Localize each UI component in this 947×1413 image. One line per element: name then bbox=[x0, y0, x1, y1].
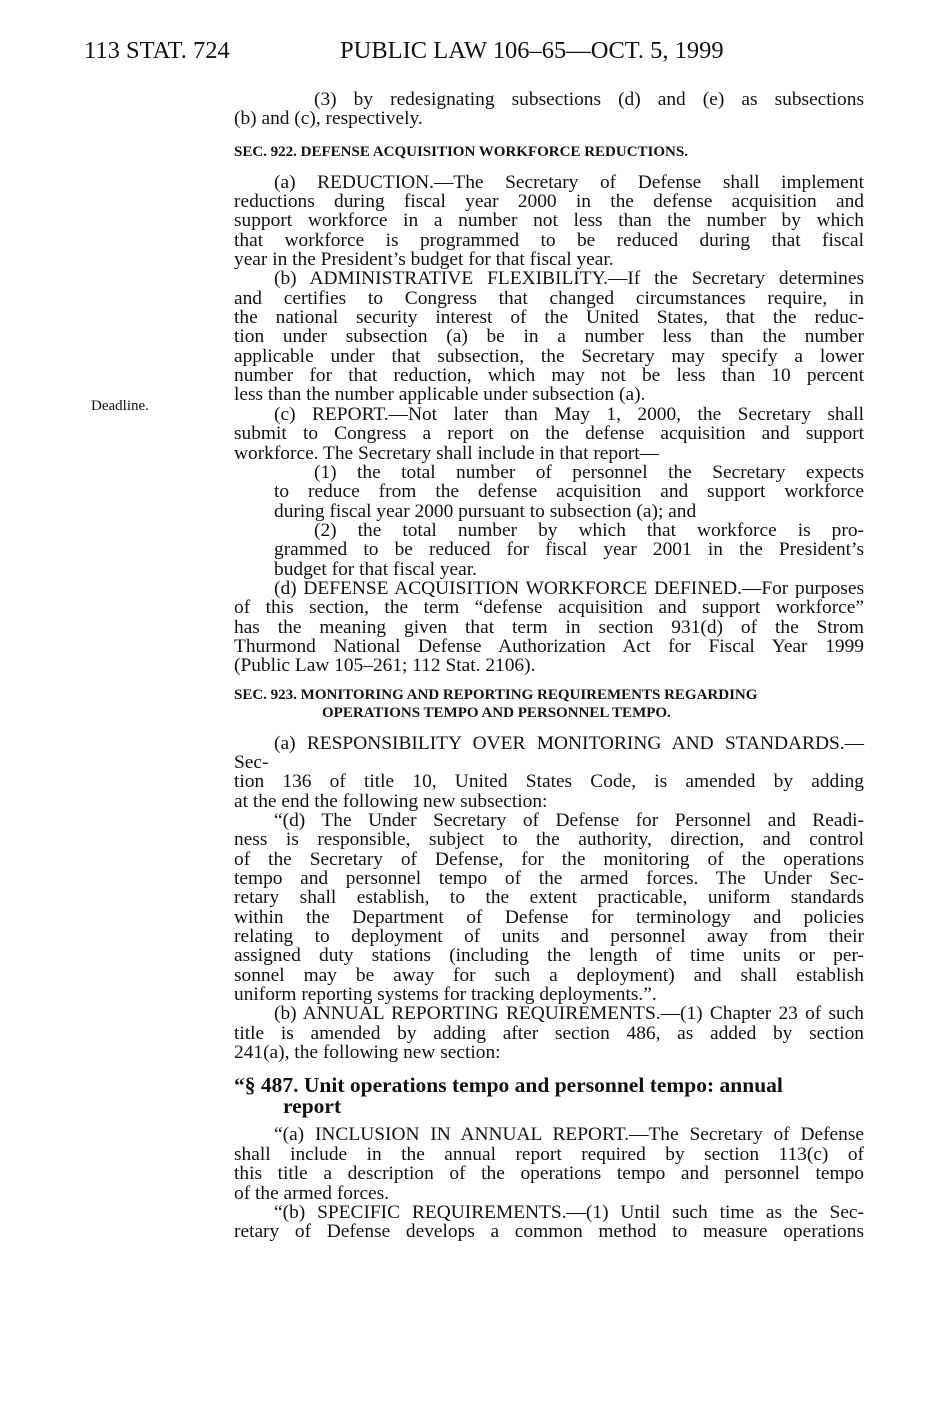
public-law-citation: PUBLIC LAW 106–65—OCT. 5, 1999 bbox=[340, 37, 724, 64]
section-923-heading bbox=[234, 686, 864, 722]
text-line: (d) DEFENSE ACQUISITION WORKFORCE DEFINED.—For purposes bbox=[274, 577, 864, 599]
text-line: (b) ANNUAL REPORTING REQUIREMENTS.—(1) Chapter 23 of such bbox=[274, 1003, 864, 1025]
text-line: (1) the total number of personnel the Secretary expects bbox=[314, 461, 864, 483]
text-line: (c) REPORT.—Not later than May 1, 2000, the Secretary shall bbox=[274, 403, 864, 425]
stat-citation: 113 STAT. 724 bbox=[84, 37, 230, 64]
section-487-subsection-b bbox=[234, 1203, 864, 1242]
text-line: the national security interest of the United States, that the reduc- bbox=[234, 307, 864, 329]
text-line: support workforce in a number not less than the number by which bbox=[234, 210, 864, 232]
sec922-subsection-c bbox=[234, 405, 864, 463]
text-line: sonnel may be away for such a deployment) and shall establish bbox=[234, 964, 864, 986]
text-line: has the meaning given that term in section 931(d) of the Strom bbox=[234, 616, 864, 638]
text-line: less than the number applicable under subsection (a). bbox=[234, 384, 646, 406]
text-line: relating to deployment of units and personnel away from their bbox=[234, 926, 864, 948]
text-line: during fiscal year 2000 pursuant to subsection (a); and bbox=[274, 500, 697, 522]
document-body bbox=[234, 90, 864, 1242]
sec922-subsection-b bbox=[234, 269, 864, 404]
text-line: grammed to be reduced for fiscal year 2001 in the President’s bbox=[274, 539, 864, 561]
text-line: “(b) SPECIFIC REQUIREMENTS.—(1) Until such time as the Sec- bbox=[274, 1201, 864, 1223]
text-line: at the end the following new subsection: bbox=[234, 790, 548, 812]
text-line: tion under subsection (a) be in a number less than the number bbox=[234, 326, 864, 348]
text-line: “(d) The Under Secretary of Defense for Personnel and Readi- bbox=[274, 810, 864, 831]
text-line: that workforce is programmed to be reduced during that fiscal bbox=[234, 229, 864, 251]
text-line: 241(a), the following new section: bbox=[234, 1042, 501, 1064]
text-line: of the Secretary of Defense, for the monitoring of the operations bbox=[234, 848, 864, 870]
sec923-subsection-a bbox=[234, 734, 864, 811]
sec923-subsection-b bbox=[234, 1004, 864, 1062]
text-line: to reduce from the defense acquisition and support workforce bbox=[274, 481, 864, 503]
text-line: reductions during fiscal year 2000 in the defense acquisition and bbox=[234, 191, 864, 213]
text-line: Thurmond National Defense Authorization Act for Fiscal Year 1999 bbox=[234, 635, 864, 657]
text-line: and certifies to Congress that changed circumstances require, in bbox=[234, 287, 864, 309]
text-line: tempo and personnel tempo of the armed forces. The Under Sec- bbox=[234, 868, 864, 890]
text-line: uniform reporting systems for tracking deployments.”. bbox=[234, 984, 657, 1006]
sec922-subsection-c-1 bbox=[234, 463, 864, 521]
text-line: (a) RESPONSIBILITY OVER MONITORING AND STANDARDS.—Sec- bbox=[234, 732, 864, 773]
sec923-quoted-subsection-d bbox=[234, 811, 864, 1004]
text-line: submit to Congress a report on the defense acquisition and support bbox=[234, 423, 864, 445]
sec922-subsection-d bbox=[234, 579, 864, 676]
section-487-heading bbox=[234, 1075, 864, 1117]
text-line: (3) by redesignating subsections (d) and (e) as subsections bbox=[314, 89, 864, 110]
sec922-subsection-a bbox=[234, 173, 864, 270]
text-line: workforce. The Secretary shall include in that report— bbox=[234, 442, 660, 464]
sec922-subsection-c-2 bbox=[234, 521, 864, 579]
margin-note-deadline: Deadline. bbox=[91, 398, 149, 414]
section-923-heading-line1: SEC. 923. MONITORING AND REPORTING REQUIREMENTS REGARDING bbox=[234, 686, 758, 703]
paragraph-3-redesignation bbox=[234, 90, 864, 129]
text-line: (b) ADMINISTRATIVE FLEXIBILITY.—If the Secretary determines bbox=[274, 268, 864, 290]
text-line: tion 136 of title 10, United States Code, is amended by adding bbox=[234, 771, 864, 793]
section-922-heading: SEC. 922. DEFENSE ACQUISITION WORKFORCE REDUCTIONS. bbox=[234, 143, 688, 160]
text-line: this title a description of the operations tempo and personnel tempo bbox=[234, 1163, 864, 1185]
text-line: of the armed forces. bbox=[234, 1182, 390, 1204]
text-line: (Public Law 105–261; 112 Stat. 2106). bbox=[234, 655, 536, 677]
text-line: “(a) INCLUSION IN ANNUAL REPORT.—The Secretary of Defense bbox=[274, 1124, 864, 1146]
text-line: retary shall establish, to the extent practicable, uniform standards bbox=[234, 887, 864, 909]
section-923-heading-line2: OPERATIONS TEMPO AND PERSONNEL TEMPO. bbox=[322, 704, 671, 721]
text-line: ness is responsible, subject to the authority, direction, and control bbox=[234, 829, 864, 851]
section-487-heading-line1: “§ 487. Unit operations tempo and personnel tempo: annual bbox=[234, 1073, 783, 1098]
text-line: title is amended by adding after section 486, as added by section bbox=[234, 1022, 864, 1044]
text-line: applicable under that subsection, the Secretary may specify a lower bbox=[234, 345, 864, 367]
text-line: year in the President’s budget for that fiscal year. bbox=[234, 249, 614, 271]
text-line: (a) REDUCTION.—The Secretary of Defense shall implement bbox=[274, 171, 864, 193]
text-line: number for that reduction, which may not be less than 10 percent bbox=[234, 365, 864, 387]
text-line: within the Department of Defense for terminology and policies bbox=[234, 906, 864, 928]
text-line: budget for that fiscal year. bbox=[274, 558, 477, 580]
text-line: retary of Defense develops a common method to measure operations bbox=[234, 1221, 864, 1243]
text-line: assigned duty stations (including the length of time units or per- bbox=[234, 945, 864, 967]
text-line: (2) the total number by which that workforce is pro- bbox=[314, 519, 864, 541]
text-line: (b) and (c), respectively. bbox=[234, 108, 423, 130]
section-487-subsection-a bbox=[234, 1125, 864, 1202]
section-487-heading-line2: report bbox=[283, 1094, 342, 1119]
text-line: shall include in the annual report required by section 113(c) of bbox=[234, 1143, 864, 1165]
text-line: of this section, the term “defense acquisition and support workforce” bbox=[234, 597, 864, 619]
